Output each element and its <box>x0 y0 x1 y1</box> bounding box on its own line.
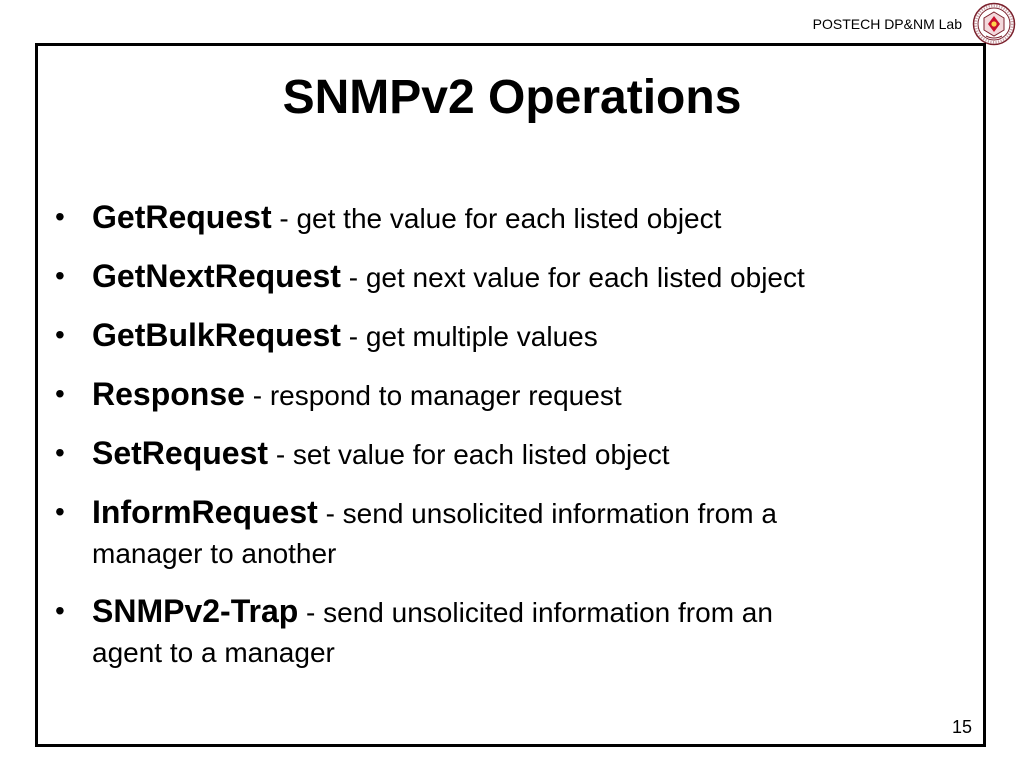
list-item <box>55 590 975 674</box>
operation-term: Response <box>92 376 245 412</box>
list-item <box>55 196 975 240</box>
operation-description: - set value for each listed object <box>268 439 670 470</box>
bullet-glyph: • <box>55 595 65 626</box>
operation-term: GetRequest <box>92 199 272 235</box>
operation-description: - get the value for each listed object <box>271 203 722 234</box>
bullet-glyph: • <box>55 260 65 291</box>
operation-term: InformRequest <box>92 494 318 530</box>
bullet-glyph: • <box>55 319 65 350</box>
operation-description-continued: agent to a manager <box>92 637 335 668</box>
operation-description-continued: manager to another <box>92 538 337 569</box>
list-item <box>55 255 975 299</box>
operation-term: SNMPv2-Trap <box>92 593 299 629</box>
operation-description: - send unsolicited information from an <box>298 597 773 628</box>
bullet-glyph: • <box>55 201 65 232</box>
operation-description: - get next value for each listed object <box>340 262 805 293</box>
page-number: 15 <box>951 717 972 737</box>
list-item <box>55 491 975 575</box>
bullet-glyph: • <box>55 378 65 409</box>
bullet-list <box>55 196 975 689</box>
bullet-glyph: • <box>55 496 65 527</box>
operation-description: - respond to manager request <box>244 380 622 411</box>
operation-description: - get multiple values <box>340 321 598 352</box>
list-item <box>55 432 975 476</box>
lab-name: POSTECH DP&NM Lab <box>812 16 962 32</box>
operation-description: - send unsolicited information from a <box>317 498 777 529</box>
operation-term: GetNextRequest <box>92 258 341 294</box>
bullet-glyph: • <box>55 437 65 468</box>
operation-term: SetRequest <box>92 435 269 471</box>
list-item <box>55 373 975 417</box>
operation-term: GetBulkRequest <box>92 317 341 353</box>
list-item <box>55 314 975 358</box>
university-seal-icon <box>972 2 1016 46</box>
slide-title: SNMPv2 Operations <box>282 71 742 124</box>
